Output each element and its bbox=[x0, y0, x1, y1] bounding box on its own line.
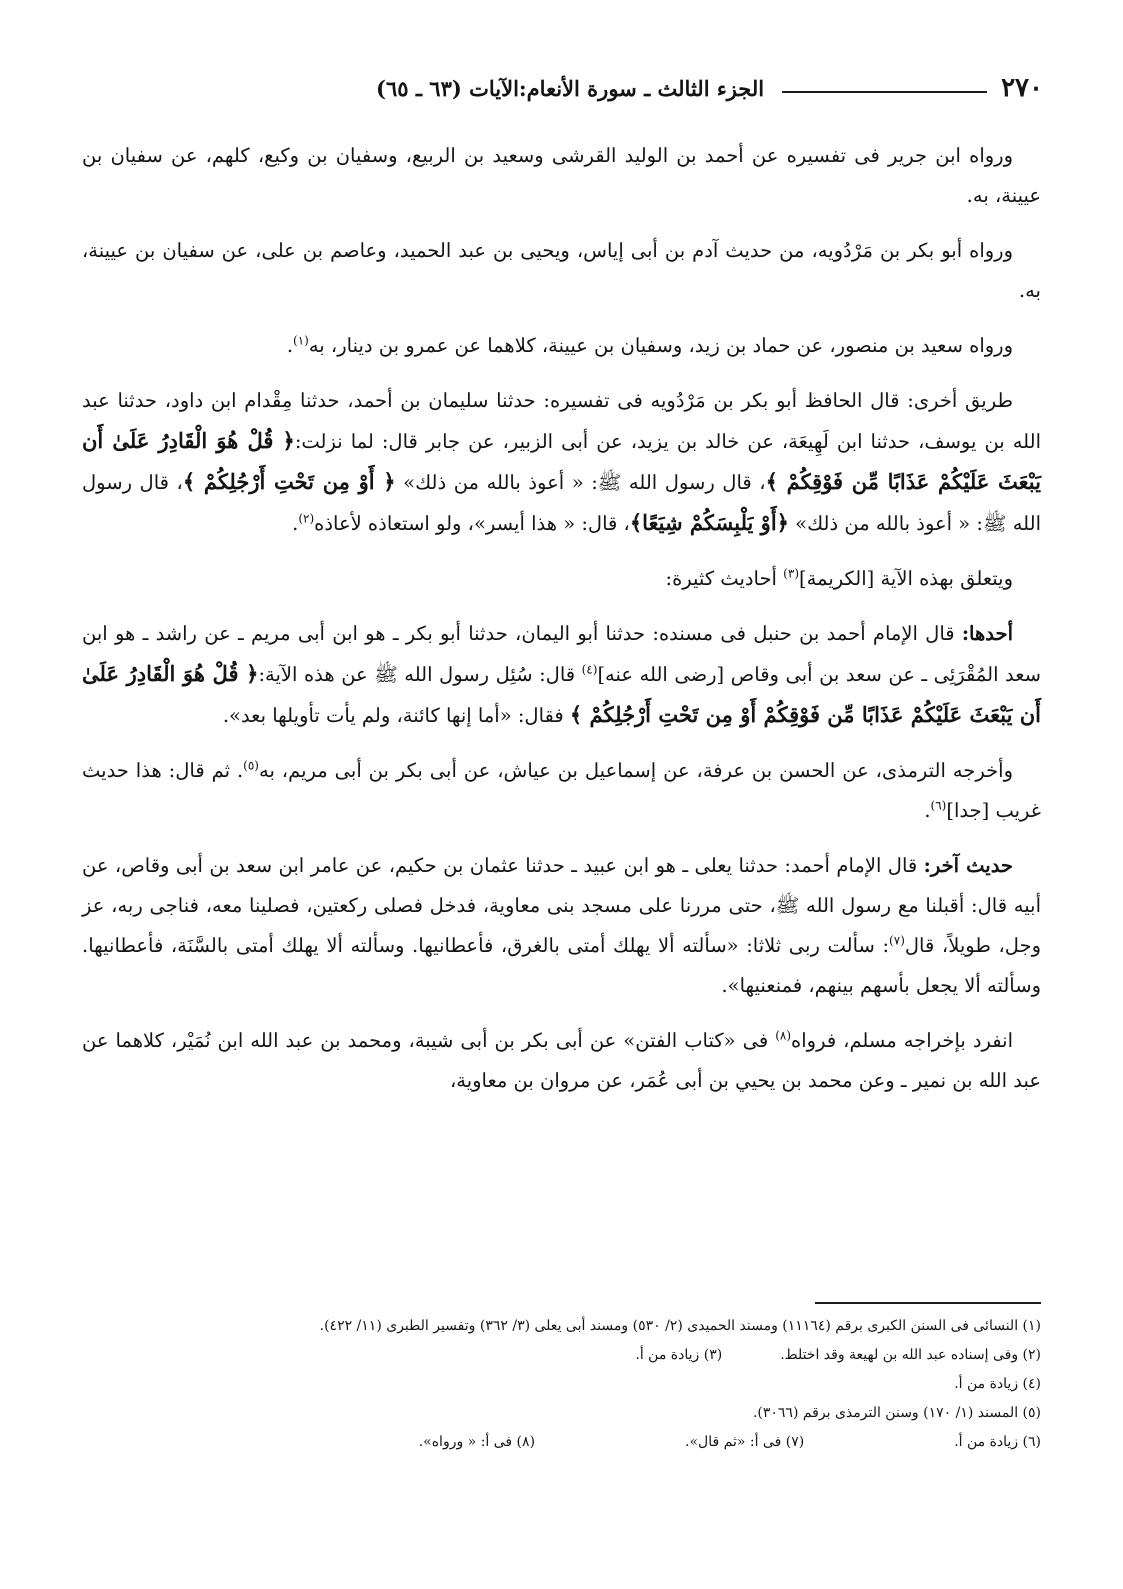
footnote-line bbox=[82, 1428, 1041, 1457]
paragraph bbox=[82, 1021, 1041, 1101]
footnote-2: (٢) وفى إسناده عبد الله بن لهيعة وقد اختلط. bbox=[780, 1347, 1041, 1363]
footnote-3: (٣) زيادة من أ. bbox=[635, 1347, 723, 1363]
footnotes bbox=[82, 1312, 1041, 1457]
paragraph bbox=[82, 326, 1041, 366]
footnote-marker[interactable]: (٥) bbox=[243, 758, 259, 773]
footnote-marker[interactable]: (٤) bbox=[581, 662, 598, 677]
footnote-separator bbox=[815, 1302, 1041, 1304]
paragraph bbox=[82, 614, 1041, 736]
paragraph-text: ، قال رسول الله ﷺ: « أعوذ بالله من ذلك» bbox=[403, 471, 766, 494]
paragraph-text: . bbox=[292, 512, 299, 535]
paragraph-text: ، قال: « هذا أيسر»، ولو استعاذه لأعاذه bbox=[314, 512, 630, 535]
paragraph bbox=[82, 846, 1041, 1006]
footnote-4: (٤) زيادة من أ. bbox=[954, 1376, 1041, 1392]
footnote-8: (٨) فى أ: « ورواه». bbox=[418, 1434, 536, 1450]
paragraph-text: ورواه ابن جرير فى تفسيره عن أحمد بن الوليد القرشى وسعيد بن الربيع، وسفيان بن وكيع، كلهم، عن سفيان بن عيينة، به. bbox=[82, 144, 1041, 207]
paragraph-text: ورواه أبو بكر بن مَرْدُويه، من حديث آدم بن أبى إياس، ويحيى بن عبد الحميد، وعاصم بن على، عن سفيان بن عيينة، به. bbox=[82, 239, 1041, 302]
footnote-6: (٦) زيادة من أ. bbox=[954, 1434, 1041, 1450]
paragraph-text: ، قال رسول الله ﷺ: « أعوذ بالله من ذلك» bbox=[82, 471, 1041, 535]
footnote-line bbox=[82, 1370, 1041, 1399]
footnote-marker[interactable]: (٣) bbox=[783, 566, 799, 581]
paragraph-text: : سألت ربى ثلاثا: «سألته ألا يهلك أمتى بالغرق، فأعطانيها. وسألته ألا يهلك أمتى بالسَّنَة، فأعطانيها. وسألته ألا يجعل بأسهم بينهم، فمنعنيها». bbox=[82, 934, 1041, 997]
paragraph-text: . ثم قال: هذا حديث غريب [جدا] bbox=[82, 759, 1041, 822]
footnote-7: (٧) فى أ: «ثم قال». bbox=[685, 1434, 805, 1450]
paragraph-text: وأخرجه الترمذى، عن الحسن بن عرفة، عن إسماعيل بن عياش، عن أبى بكر بن أبى مريم، به bbox=[258, 759, 1013, 782]
running-header bbox=[80, 70, 1043, 106]
paragraph-text: فى «كتاب الفتن» عن أبى بكر بن أبى شيبة، ومحمد بن عبد الله ابن نُمَيْر، كلاهما عن عبد الله بن نمير ـ وعن محمد بن يحيي بن أبى عُمَر، عن مروان بن معاوية، bbox=[82, 1029, 1041, 1092]
footnote-marker[interactable]: (٧) bbox=[889, 933, 905, 948]
paragraph bbox=[82, 559, 1041, 599]
paragraph-text: طريق أخرى: قال الحافظ أبو بكر بن مَرْدُويه فى تفسيره: حدثنا سليمان بن أحمد، حدثنا مِقْدام ابن داود، حدثنا عبد الله بن يوسف، حدثنا ابن لَهِيعَة، عن خالد بن يزيد، عن أبى الزبير، عن جابر قال: لما نزلت: bbox=[82, 389, 1041, 453]
quran-verse: ﴿ قُلْ هُوَ الْقَادِرُ عَلَىٰ أَن يَبْعَثَ عَلَيْكُمْ عَذَابًا مِّن فَوْقِكُمْ ﴾ bbox=[82, 428, 1041, 494]
paragraph bbox=[82, 231, 1041, 311]
paragraph-text: ورواه سعيد بن منصور، عن حماد بن زيد، وسفيان بن عيينة، كلاهما عن عمرو بن دينار، به bbox=[308, 334, 1013, 357]
paragraph bbox=[82, 136, 1041, 216]
quran-verse: ﴿ قُلْ هُوَ الْقَادِرُ عَلَىٰ أَن يَبْعَثَ عَلَيْكُمْ عَذَابًا مِّن فَوْقِكُمْ أَوْ مِن تَحْتِ أَرْجُلِكُمْ ﴾ bbox=[82, 661, 1041, 727]
paragraph-text: قال الإمام أحمد: حدثنا يعلى ـ هو ابن عبيد ـ حدثنا عثمان بن حكيم، عن عامر ابن سعد بن أبى وقاص، عن أبيه قال: أقبلنا مع رسول الله ﷺ، حتى مررنا على مسجد بنى معاوية، فدخل فصلى ركعتين، فصلينا معه، فناجى ربه، عز وجل، طويلاً، قال bbox=[82, 854, 1041, 957]
page-number: ٢٧٠ bbox=[1001, 73, 1043, 103]
paragraph-text: . bbox=[924, 799, 931, 822]
footnote-marker[interactable]: (١) bbox=[293, 333, 309, 348]
footnote-line bbox=[82, 1341, 1041, 1370]
paragraph-text: فقال: «أما إنها كائنة، ولم يأت تأويلها بعد». bbox=[222, 704, 570, 727]
footnote-1: (١) النسائى فى السنن الكبرى برقم (١١١٦٤) ومسند الحميدى (٢/ ٥٣٠) ومسند أبى يعلى (٣/ ٣٦٢) وتفسير الطبرى (١١/ ٤٢٢). bbox=[319, 1318, 1041, 1334]
section-lead: حديث آخر: bbox=[923, 854, 1013, 877]
paragraph-text: . bbox=[286, 334, 294, 357]
paragraph-text: قال الإمام أحمد بن حنبل فى مسنده: حدثنا أبو اليمان، حدثنا أبو بكر ـ هو ابن أبى مريم ـ عن راشد ـ هو ابن سعد المُقْرَئِى ـ عن سعد بن أبى وقاص [رضى الله عنه] bbox=[82, 622, 1042, 686]
paragraph-text: ويتعلق بهذه الآية [الكريمة] bbox=[799, 567, 1013, 590]
main-text bbox=[82, 136, 1041, 1116]
section-lead: أحدها: bbox=[961, 622, 1013, 645]
quran-verse: ﴿ أَوْ مِن تَحْتِ أَرْجُلِكُمْ ﴾ bbox=[182, 469, 396, 494]
running-title: الجزء الثالث ـ سورة الأنعام:الآيات (٦٣ ـ ٦٥) bbox=[376, 75, 765, 101]
footnote-5: (٥) المسند (١/ ١٧٠) وسنن الترمذى برقم (٣٠٦٦). bbox=[752, 1405, 1041, 1421]
footnote-marker[interactable]: (٦) bbox=[930, 798, 947, 813]
header-rule bbox=[782, 91, 987, 93]
paragraph-text: قال: سُئِل رسول الله ﷺ عن هذه الآية: bbox=[258, 663, 582, 686]
paragraph-text: انفرد بإخراجه مسلم، فرواه bbox=[791, 1029, 1013, 1052]
footnote-line bbox=[82, 1399, 1041, 1428]
quran-verse: ﴿أَوْ يَلْبِسَكُمْ شِيَعًا﴾ bbox=[629, 510, 789, 535]
paragraph-text: أحاديث كثيرة: bbox=[665, 567, 784, 590]
footnote-marker[interactable]: (٨) bbox=[775, 1028, 792, 1043]
footnote-line bbox=[82, 1312, 1041, 1341]
footnote-marker[interactable]: (٢) bbox=[298, 511, 315, 526]
paragraph bbox=[82, 751, 1041, 831]
paragraph bbox=[82, 381, 1041, 544]
